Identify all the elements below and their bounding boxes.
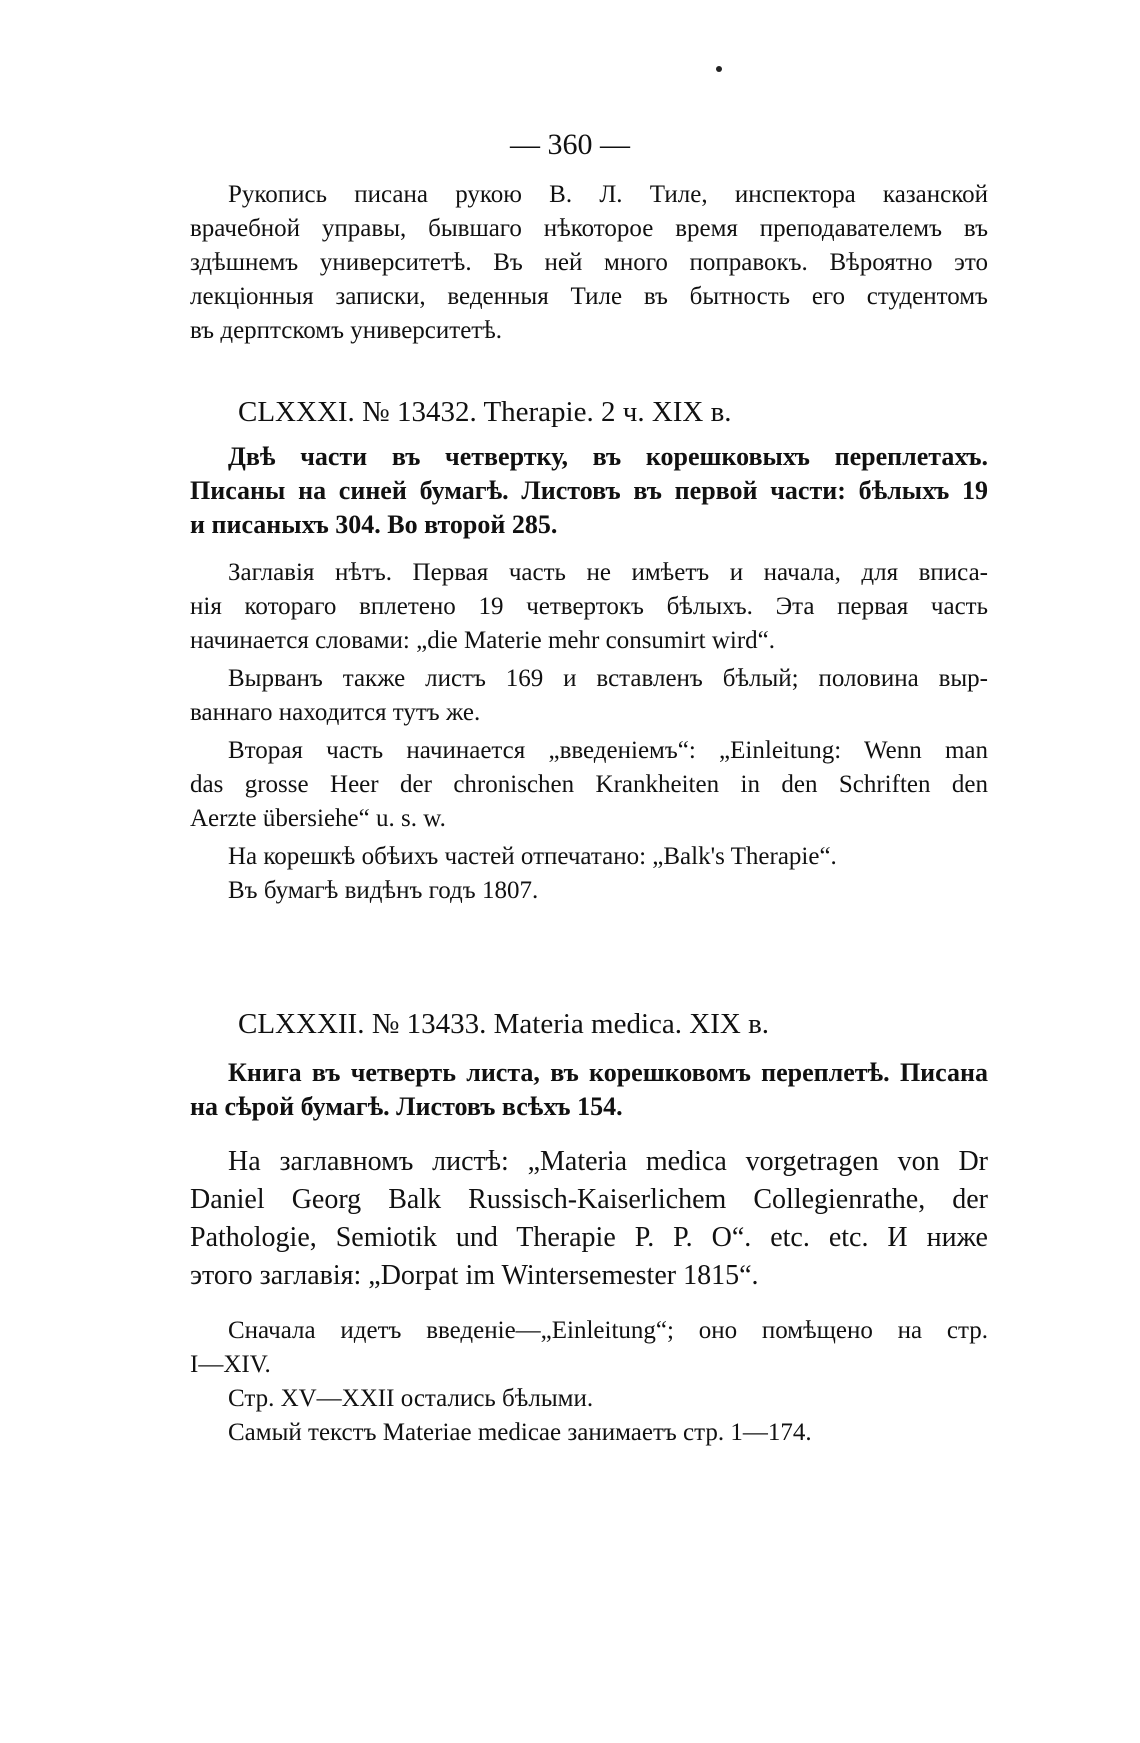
text-line: Вырванъ также листъ 169 и вставленъ бѣлый; половина выр- — [228, 665, 988, 692]
text-line: Книга въ четверть листа, въ корешковомъ переплетѣ. Писана — [228, 1058, 988, 1087]
text-line: лекціонныя записки, веденныя Тиле въ бытность его студентомъ — [190, 283, 988, 310]
text-line: I—XIV. — [190, 1351, 271, 1378]
text-line: и писаныхъ 304. Во второй 285. — [190, 510, 558, 539]
text-line: Вторая часть начинается „введеніемъ“: „Einleitung: Wenn man — [228, 737, 988, 764]
entry-182-notes — [190, 1314, 988, 1450]
text-line: Самый текстъ Materiae medicae занимаетъ стр. 1—174. — [228, 1419, 812, 1446]
text-line: на сѣрой бумагѣ. Листовъ всѣхъ 154. — [190, 1092, 623, 1121]
text-line: Сначала идетъ введеніе—„Einleitung“; оно помѣщено на стр. — [228, 1317, 988, 1344]
intro-paragraph — [190, 178, 988, 348]
text-line: Aerzte übersiehe“ u. s. w. — [190, 805, 446, 832]
text-line: здѣшнемъ университетѣ. Въ ней много поправокъ. Вѣроятно это — [190, 249, 988, 276]
text-line: Daniel Georg Balk Russisch-Kaiserlichem Collegienrathe, der — [190, 1184, 988, 1215]
text-line: Pathologie, Semiotik und Therapie P. P. O“. etc. etc. И ниже — [190, 1222, 988, 1253]
text-line: врачебной управы, бывшаго нѣкоторое время преподавателемъ въ — [190, 215, 988, 242]
text-line: das grosse Heer der chronischen Krankheiten in den Schriften den — [190, 771, 988, 798]
text-line: этого заглавія: „Dorpat im Wintersemester 1815“. — [190, 1260, 759, 1291]
entry-heading-181: CLXXXI. № 13432. Therapie. 2 ч. XIX в. — [238, 396, 732, 428]
text-line: Рукопись писана рукою В. Л. Тиле, инспектора казанской — [228, 181, 988, 208]
text-line: Въ бумагѣ видѣнъ годъ 1807. — [228, 877, 539, 904]
entry-182-description — [190, 1056, 988, 1124]
text-line: Двѣ части въ четвертку, въ корешковыхъ переплетахъ. — [228, 442, 988, 471]
print-speck — [716, 66, 722, 72]
text-line: въ дерптскомъ университетѣ. — [190, 317, 503, 344]
page-number: — 360 — — [510, 128, 630, 161]
text-line: Заглавія нѣтъ. Первая часть не имѣетъ и начала, для вписа- — [228, 559, 988, 586]
text-line: ваннаго находится тутъ же. — [190, 699, 481, 726]
entry-heading-182: CLXXXII. № 13433. Materia medica. XIX в. — [238, 1008, 770, 1040]
text-line: нія котораго вплетено 19 четвертокъ бѣлыхъ. Эта первая часть — [190, 593, 988, 620]
entry-182-title-page — [190, 1143, 988, 1295]
entry-181-description — [190, 440, 988, 542]
entry-181-notes — [190, 556, 988, 908]
text-line: Писаны на синей бумагѣ. Листовъ въ первой части: бѣлыхъ 19 — [190, 476, 988, 505]
text-line: На заглавномъ листѣ: „Materia medica vorgetragen von Dr — [228, 1146, 988, 1177]
text-line: Стр. XV—XXII остались бѣлыми. — [228, 1385, 594, 1412]
text-line: начинается словами: „die Materie mehr consumirt wird“. — [190, 627, 776, 654]
text-line: На корешкѣ обѣихъ частей отпечатано: „Balk's Therapie“. — [228, 843, 837, 870]
